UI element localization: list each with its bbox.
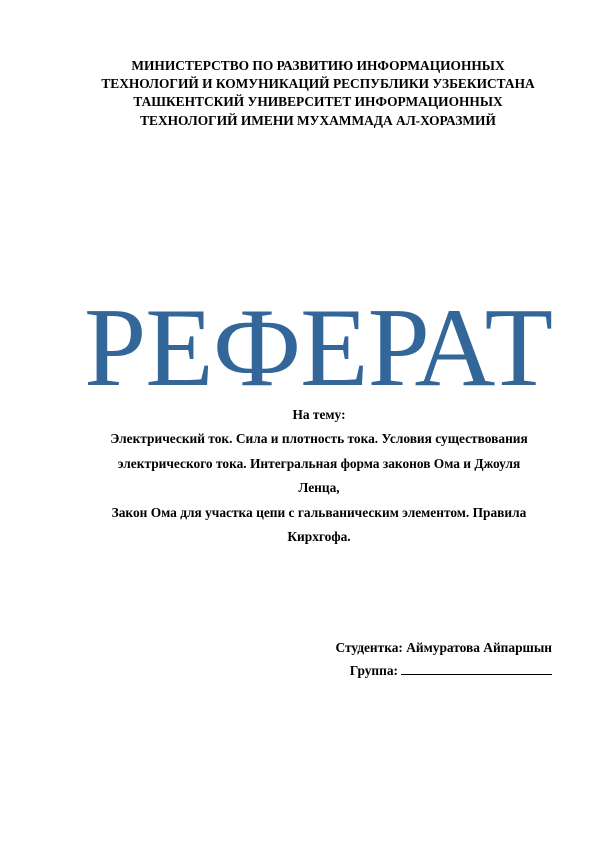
topic-line-5: Кирхгофа.: [287, 529, 351, 545]
topic-block: [95, 403, 543, 549]
ministry-header: [40, 57, 596, 130]
header-line-3: ТАШКЕНТСКИЙ УНИВЕРСИТЕТ ИНФОРМАЦИОННЫХ: [133, 94, 503, 110]
topic-line-3: Ленца,: [298, 480, 340, 496]
topic-line-1: Электрический ток. Сила и плотность тока. Условия существования: [110, 431, 528, 447]
student-name: Студентка: Аймуратова Айпаршын: [335, 640, 552, 655]
group-row: [152, 659, 552, 682]
header-line-1: МИНИСТЕРСТВО ПО РАЗВИТИЮ ИНФОРМАЦИОННЫХ: [131, 58, 505, 73]
topic-line-4: Закон Ома для участка цепи с гальваническим элементом. Правила: [111, 504, 527, 520]
group-label: Группа:: [349, 663, 398, 678]
topic-label: На тему:: [292, 407, 346, 422]
group-blank-line: [401, 661, 552, 675]
header-line-4: ТЕХНОЛОГИЙ ИМЕНИ МУХАММАДА АЛ-ХОРАЗМИЙ: [140, 112, 496, 128]
signature-block: [152, 636, 552, 682]
topic-line-2: электрического тока. Интегральная форма законов Ома и Джоуля: [117, 455, 521, 471]
header-line-2: ТЕХНОЛОГИЙ И КОМУНИКАЦИЙ РЕСПУБЛИКИ УЗБЕКИСТАНА: [101, 76, 535, 92]
document-title: РЕФЕРАТ: [83, 286, 552, 410]
